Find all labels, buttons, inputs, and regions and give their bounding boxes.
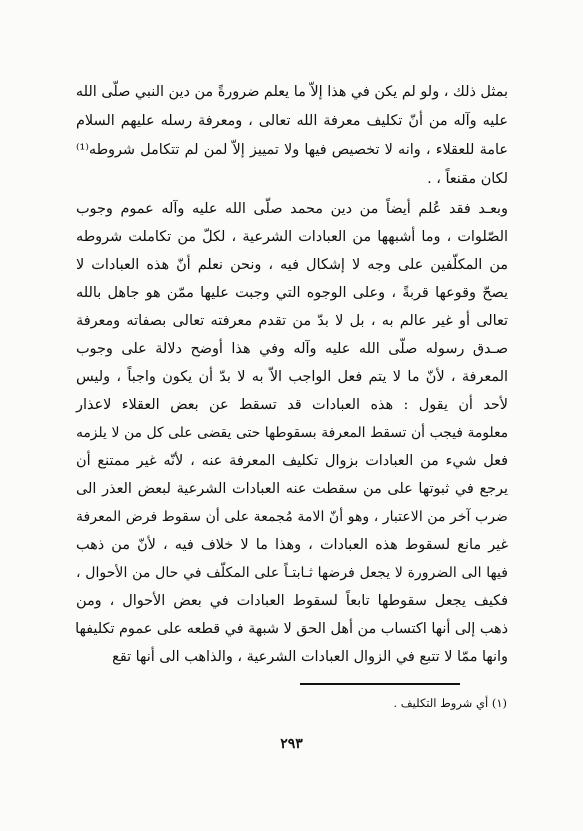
paragraph-2-line-6: صـدق رسوله صلّى الله عليه وآله وفي هذا أوضح دلالة على وجوب	[76, 341, 508, 357]
paragraph-1-line-4: لكان مقنعاً ، .	[427, 171, 508, 187]
paragraph-1-line-3: عامة للعقلاء ، وانه لا تخصيص فيها ولا تمييز إلاّ لمن لم تتكامل شروطه⁽¹⁾	[76, 142, 508, 158]
paragraph-2-line-7: المعرفة ، لأنّ ما لا يتم فعل الواجب الاّ به لا بدّ أن يكون واجباً ، وليس	[76, 369, 508, 385]
paragraph-2-line-3: من المكلّفين على وجه لا إشكال فيه ، ونحن نعلم أنّ هذه العبادات لا	[76, 257, 508, 273]
paragraph-2-line-10: فعل شيء من العبادات بزوال تكليف المعرفة عنه ، لأنّه غير ممتنع أن	[76, 453, 508, 469]
paragraph-2-line-1: وبعـد فقد عُلم أيضاً من دين محمد صلّى الله عليه وآله عموم وجوب	[76, 201, 508, 217]
paragraph-1-line-1: بمثل ذلك ، ولو لم يكن في هذا إلاّ ما يعلم ضرورةً من دين النبي صلّى الله	[75, 84, 508, 100]
paragraph-2-line-16: ذهب إلى أنها اكتساب من أهل الحق لا شبهة في قطعه على عموم تكليفها	[75, 621, 508, 637]
paragraph-2-line-15: فكيف يجعل سقوطها تابعاً لسقوط العبادات في بعض الأحوال ، ومن	[76, 593, 508, 609]
paragraph-2-line-2: الصّلوات ، وما أشبهها من العبادات الشرعية ، لكلّ من تكاملت شروطه	[76, 229, 508, 245]
footnote-separator	[300, 683, 460, 685]
page-number: ٢٩٣	[280, 736, 303, 752]
paragraph-2-line-8: لأحد أن يقول : هذه العبادات قد تسقط عن بعض العقلاء لاعذار	[76, 397, 508, 413]
paragraph-2-line-17: وانها ممّا لا تتبع في الزوال العبادات الشرعية ، والذاهب الى أنها تقع	[112, 649, 508, 665]
paragraph-2-line-5: تعالى أو غير عالم به ، بل لا بدّ من تقدم معرفته تعالى بصفاته ومعرفة	[76, 313, 508, 329]
paragraph-2-line-9: معلومة فيجب أن تسقط المعرفة بسقوطها حتى يقضى على كل من لا يلزمه	[76, 425, 508, 441]
paragraph-2-line-14: فيها الى الضرورة لا يجعل فرضها ثـابتـاً على المكلّف في حال من الأحوال ،	[76, 565, 508, 581]
paragraph-2-line-11: يرجع في ثبوتها على من سقطت عنه العبادات الشرعية لبعض العذر الى	[76, 481, 508, 497]
paragraph-2-line-4: يصحّ وقوعها قربةً ، وعلى الوجوه التي وجبت عليها ممّن هو جاهل بالله	[76, 285, 508, 301]
paragraph-2-line-12: ضرب آخر من الاعتبار ، وهو أنّ الامة مُجمعة على أن سقوط فرض المعرفة	[76, 509, 508, 525]
footnote: (١) أي شروط التكليف .	[393, 696, 507, 710]
paragraph-2-line-13: غير مانع لسقوط هذه العبادات ، وهذا ما لا خلاف فيه ، لأنّ من ذهب	[76, 537, 508, 553]
paragraph-1-line-2: عليه وآله من أنّ تكليف معرفة الله تعالى ، ومعرفة رسله عليهم السلام	[76, 113, 508, 129]
